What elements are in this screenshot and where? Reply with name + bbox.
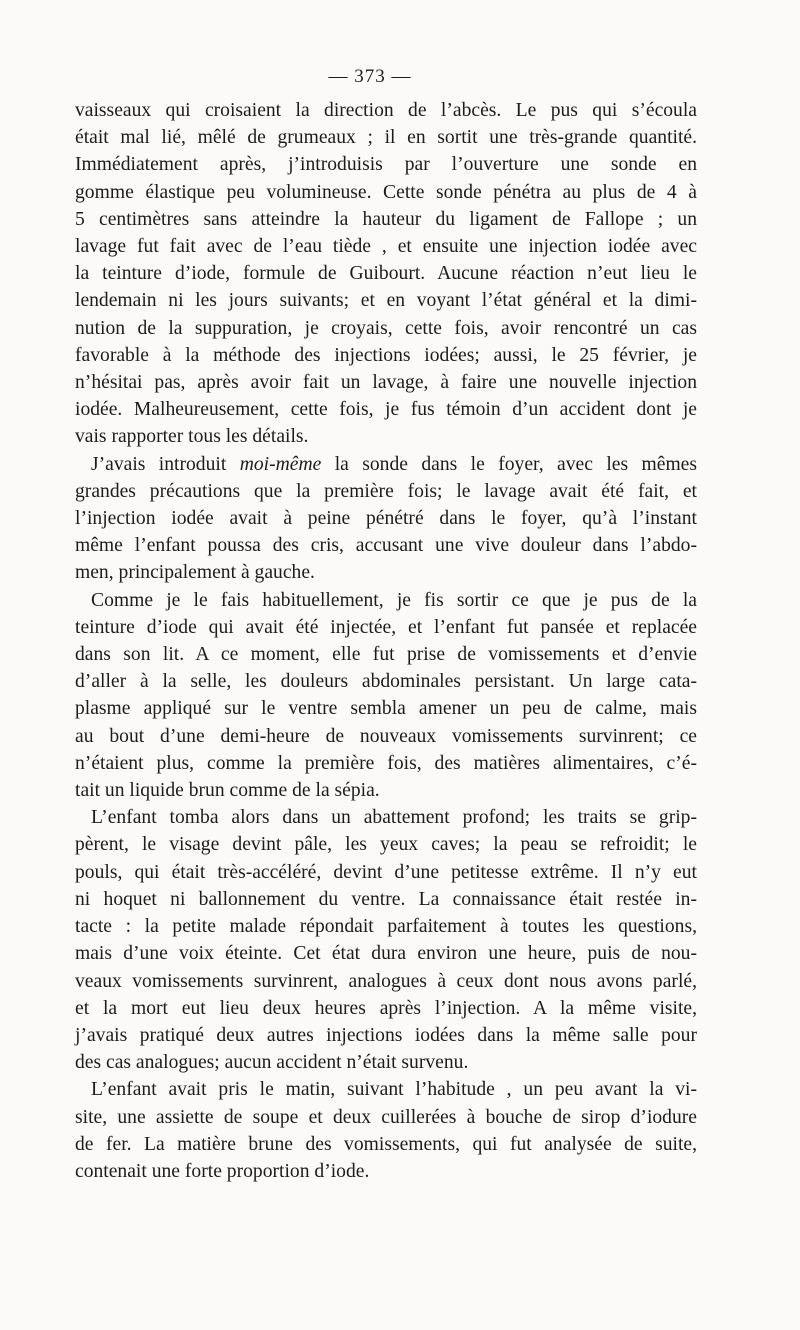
text-line: iodée. Malheureusement, cette fois, je fus témoin d’un accident dont je — [75, 399, 697, 421]
text-line: contenait une forte proportion d’iode. — [75, 1160, 370, 1182]
text-line: dans son lit. A ce moment, elle fut prise de vomissements et d’envie — [75, 644, 697, 666]
text-line: pouls, qui était très-accéléré, devint d’une petitesse extrême. Il n’y eut — [75, 861, 697, 883]
paragraph-2 — [75, 451, 697, 587]
text-line: vaisseaux qui croisaient la direction de l’abcès. Le pus qui s’écoula — [75, 100, 697, 121]
text-line: était mal lié, mêlé de grumeaux ; il en sortit une très-grande quantité. — [75, 127, 697, 149]
italic-text: moi-même — [239, 453, 322, 475]
text-line: favorable à la méthode des injections iodées; aussi, le 25 février, je — [75, 344, 697, 366]
text-line: même l’enfant poussa des cris, accusant une vive douleur dans l’abdo- — [75, 535, 697, 557]
text-line: plasme appliqué sur le ventre sembla amener un peu de calme, mais — [75, 698, 697, 720]
text-line: tait un liquide brun comme de la sépia. — [75, 780, 380, 802]
text-line — [75, 451, 697, 478]
text-line: L’enfant tomba alors dans un abattement profond; les traits se grip- — [91, 807, 697, 829]
text-line: gomme élastique peu volumineuse. Cette sonde pénétra au plus de 4 à — [75, 181, 697, 203]
text-line: n’hésitai pas, après avoir fait un lavage, à faire une nouvelle injection — [75, 372, 697, 394]
text-line: des cas analogues; aucun accident n’était survenu. — [75, 1052, 469, 1074]
paragraph-3 — [75, 587, 697, 805]
text-run: J’avais introduit — [91, 453, 240, 475]
text-line: d’aller à la selle, les douleurs abdominales persistant. Un large cata- — [75, 671, 697, 693]
text-line: veaux vomissements survinrent, analogues à ceux dont nous avons parlé, — [75, 970, 697, 992]
text-line: j’avais pratiqué deux autres injections iodées dans la même salle pour — [75, 1024, 697, 1046]
text-line: Immédiatement après, j’introduisis par l’ouverture une sonde en — [75, 154, 697, 176]
text-line: nution de la suppuration, je croyais, cette fois, avoir rencontré un cas — [75, 317, 697, 339]
text-line: 5 centimètres sans atteindre la hauteur du ligament de Fallope ; un — [75, 208, 697, 230]
text-line: site, une assiette de soupe et deux cuillerées à bouche de sirop d’iodure — [75, 1106, 697, 1128]
paragraph-4 — [75, 804, 697, 1076]
text-line: men, principalement à gauche. — [75, 562, 315, 584]
text-line: lendemain ni les jours suivants; et en voyant l’état général et la dimi- — [75, 290, 697, 312]
paragraph-1 — [75, 97, 697, 451]
text-run: la sonde dans le foyer, avec les mêmes — [321, 453, 698, 475]
paragraph-5 — [75, 1076, 697, 1185]
text-line: pèrent, le visage devint pâle, les yeux caves; la peau se refroidit; le — [75, 834, 697, 856]
page-number: — 373 — — [328, 66, 412, 87]
text-line: de fer. La matière brune des vomissements, qui fut analysée de suite, — [75, 1133, 697, 1155]
text-line: teinture d’iode qui avait été injectée, et l’enfant fut pansée et replacée — [75, 616, 697, 638]
text-line: la teinture d’iode, formule de Guibourt. Aucune réaction n’eut lieu le — [75, 263, 697, 285]
text-line: ni hoquet ni ballonnement du ventre. La connaissance était restée in- — [75, 888, 697, 910]
text-line: Comme je le fais habituellement, je fis sortir ce que je pus de la — [91, 589, 697, 611]
text-line: l’injection iodée avait à peine pénétré dans le foyer, qu’à l’instant — [75, 508, 697, 530]
body-text — [75, 97, 697, 1185]
text-line: grandes précautions que la première fois; le lavage avait été fait, et — [75, 480, 697, 502]
text-line: n’étaient plus, comme la première fois, des matières alimentaires, c’é- — [75, 752, 697, 774]
text-line: et la mort eut lieu deux heures après l’injection. A la même visite, — [75, 997, 697, 1019]
text-line: lavage fut fait avec de l’eau tiède , et ensuite une injection iodée avec — [75, 236, 697, 258]
text-line: mais d’une voix éteinte. Cet état dura environ une heure, puis de nou- — [75, 943, 697, 965]
text-line: vais rapporter tous les détails. — [75, 426, 309, 448]
text-line: tacte : la petite malade répondait parfaitement à toutes les questions, — [75, 916, 697, 938]
text-line: au bout d’une demi-heure de nouveaux vomissements survinrent; ce — [75, 725, 697, 747]
text-line: L’enfant avait pris le matin, suivant l’habitude , un peu avant la vi- — [91, 1079, 697, 1101]
